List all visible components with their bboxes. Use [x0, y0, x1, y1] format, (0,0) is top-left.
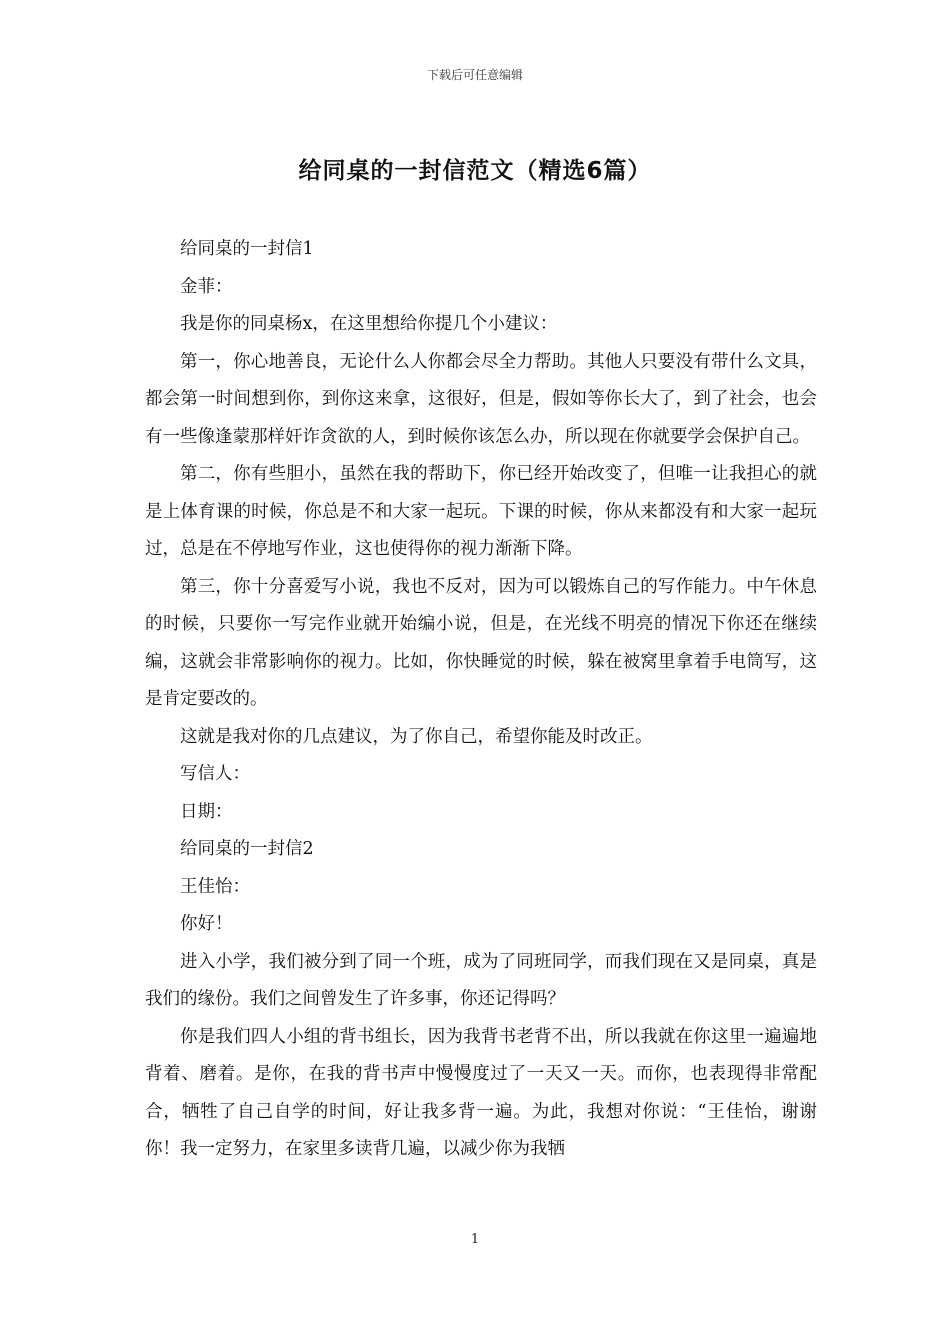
page-header-note: 下载后可任意编辑 [426, 68, 523, 82]
paragraph-intro-1: 我是你的同桌杨x，在这里想给你提几个小建议： [180, 314, 558, 334]
salutation-1: 金菲： [180, 276, 233, 297]
signature-writer: 写信人： [180, 764, 250, 784]
paragraph-conclusion-1: 这就是我对你的几点建议，为了你自己，希望你能及时改正。 [180, 726, 653, 747]
greeting-2: 你好！ [180, 914, 233, 934]
paragraph-recitation: 你是我们四人小组的背书组长，因为我背书老背不出，所以我就在你这里一遍遍地背着、磨着。是你，在我的背书声中慢慢度过了一天又一天。而你，也表现得非常配合，牺牲了自己自学的时间，好让我多背一遍。为此，我想对你说：“王佳怡，谢谢你！我一定努力，在家里多读背几遍，以减少你为我牺 [145, 1026, 817, 1159]
signature-date: 日期： [180, 801, 233, 822]
letter-heading-1: 给同桌的一封信1 [180, 239, 314, 259]
paragraph-third-point: 第三，你十分喜爱写小说，我也不反对，因为可以锻炼自己的写作能力。中午休息的时候，只要你一写完作业就开始编小说，但是，在光线不明亮的情况下你还在继续编，这就会非常影响你的视力。比如，你快睡觉的时候，躲在被窝里拿着手电筒写，这是肯定要改的。 [145, 576, 817, 709]
salutation-2: 王佳怡： [180, 876, 250, 897]
document-body [145, 231, 817, 1169]
document-title: 给同桌的一封信范文（精选6篇） [298, 158, 652, 184]
paragraph-second-point: 第二，你有些胆小，虽然在我的帮助下，你已经开始改变了，但唯一让我担心的就是上体育课的时候，你总是不和大家一起玩。下课的时候，你从来都没有和大家一起玩过，总是在不停地写作业，这也使得你的视力渐渐下降。 [145, 464, 817, 559]
page-number: 1 [470, 1232, 480, 1247]
letter-heading-2: 给同桌的一封信2 [180, 839, 314, 859]
paragraph-first-point: 第一，你心地善良，无论什么人你都会尽全力帮助。其他人只要没有带什么文具，都会第一时间想到你，到你这来拿，这很好，但是，假如等你长大了，到了社会，也会有一些像逢蒙那样奸诈贪欲的人，到时候你该怎么办，所以现在你就要学会保护自己。 [145, 351, 817, 447]
paragraph-intro-2: 进入小学，我们被分到了同一个班，成为了同班同学，而我们现在又是同桌，真是我们的缘份。我们之间曾发生了许多事，你还记得吗？ [145, 951, 817, 1009]
